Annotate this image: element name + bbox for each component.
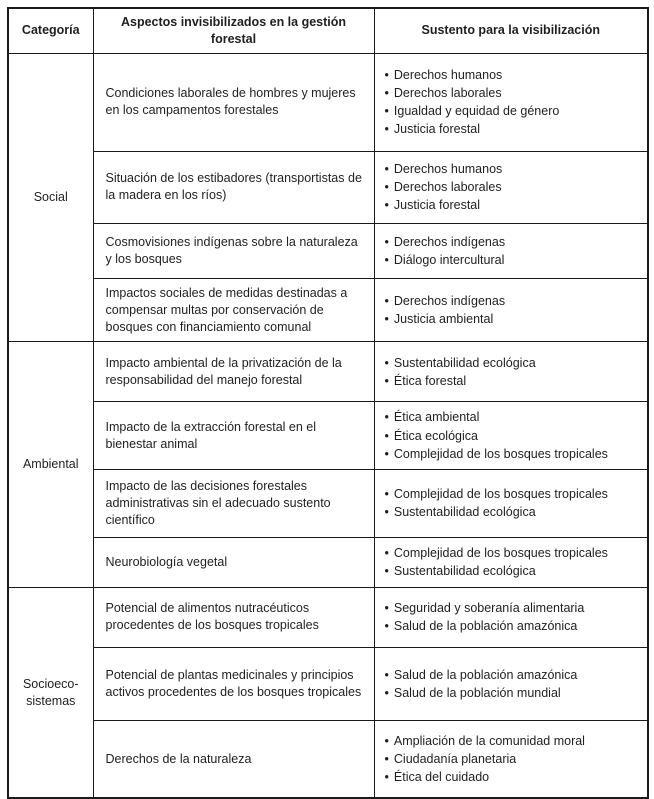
sustento-cell	[374, 537, 648, 587]
sustento-item	[385, 503, 642, 521]
sustento-text: Ciudadanía planetaria	[393, 751, 517, 766]
sustento-item	[385, 102, 642, 120]
sustento-text: Justicia forestal	[393, 198, 481, 213]
table-row	[8, 587, 648, 647]
sustento-item	[385, 485, 642, 503]
sustento-item	[385, 562, 642, 580]
aspecto-cell: Impacto de las decisiones forestales administrativas sin el adecuado sustento científico	[93, 469, 374, 537]
sustento-cell	[374, 587, 648, 647]
bullet-icon: •	[384, 751, 389, 766]
sustento-text: Derechos laborales	[393, 180, 502, 195]
sustento-text: Ética forestal	[393, 373, 467, 388]
sustento-text: Ética ambiental	[393, 410, 480, 425]
sustento-item	[385, 251, 642, 269]
sustento-text: Salud de la población amazónica	[393, 619, 578, 634]
table-row	[8, 402, 648, 469]
category-cell-social: Social	[8, 53, 93, 342]
bullet-icon: •	[384, 312, 389, 327]
aspecto-cell: Impactos sociales de medidas destinadas a compensar multas por conservación de bosques con financiamiento comunal	[93, 278, 374, 342]
sustento-text: Ética ecológica	[393, 428, 478, 443]
sustento-text: Justicia forestal	[393, 122, 481, 137]
sustento-item	[385, 84, 642, 102]
sustento-item	[385, 408, 642, 426]
header-sustento: Sustento para la visibilización	[374, 8, 648, 53]
bullet-icon: •	[384, 505, 389, 520]
sustento-item	[385, 750, 642, 768]
sustento-cell	[374, 342, 648, 402]
sustento-text: Sustentabilidad ecológica	[393, 564, 536, 579]
sustento-item	[385, 732, 642, 750]
sustento-text: Derechos laborales	[393, 86, 502, 101]
sustento-cell	[374, 53, 648, 151]
sustento-text: Derechos humanos	[393, 68, 503, 82]
sustento-cell	[374, 151, 648, 223]
bullet-icon: •	[384, 293, 389, 308]
aspecto-cell: Situación de los estibadores (transportistas de la madera en los ríos)	[93, 151, 374, 223]
bullet-icon: •	[384, 252, 389, 267]
table-row	[8, 720, 648, 798]
aspecto-cell: Impacto ambiental de la privatización de la responsabilidad del manejo forestal	[93, 342, 374, 402]
sustento-item	[385, 599, 642, 617]
aspecto-cell: Potencial de alimentos nutracéuticos procedentes de los bosques tropicales	[93, 587, 374, 647]
bullet-icon: •	[384, 685, 389, 700]
table-row	[8, 537, 648, 587]
bullet-icon: •	[384, 162, 389, 177]
sustento-text: Salud de la población amazónica	[393, 667, 578, 682]
sustento-item	[385, 233, 642, 251]
aspecto-cell: Condiciones laborales de hombres y mujeres en los campamentos forestales	[93, 53, 374, 151]
bullet-icon: •	[384, 446, 389, 461]
sustento-text: Sustentabilidad ecológica	[393, 355, 536, 370]
sustento-text: Igualdad y equidad de género	[393, 104, 560, 119]
table-row	[8, 278, 648, 342]
sustento-item	[385, 445, 642, 463]
sustento-item	[385, 160, 642, 178]
sustento-item	[385, 768, 642, 786]
aspecto-cell: Cosmovisiones indígenas sobre la naturaleza y los bosques	[93, 223, 374, 278]
bullet-icon: •	[384, 667, 389, 682]
sustento-text: Diálogo intercultural	[393, 252, 505, 267]
bullet-icon: •	[384, 234, 389, 249]
forest-visibility-table	[7, 7, 649, 799]
bullet-icon: •	[384, 198, 389, 213]
bullet-icon: •	[384, 68, 389, 82]
sustento-item	[385, 120, 642, 138]
sustento-text: Derechos indígenas	[393, 234, 506, 249]
sustento-item	[385, 354, 642, 372]
sustento-item	[385, 310, 642, 328]
header-aspectos: Aspectos invisibilizados en la gestión forestal	[93, 8, 374, 53]
sustento-item	[385, 66, 642, 84]
bullet-icon: •	[384, 564, 389, 579]
sustento-cell	[374, 223, 648, 278]
bullet-icon: •	[384, 428, 389, 443]
sustento-text: Salud de la población mundial	[393, 685, 561, 700]
category-cell-socioecosistemas: Socioeco-sistemas	[8, 587, 93, 798]
sustento-cell	[374, 469, 648, 537]
sustento-item	[385, 617, 642, 635]
sustento-text: Complejidad de los bosques tropicales	[393, 487, 608, 502]
aspecto-cell: Potencial de plantas medicinales y principios activos procedentes de los bosques tropicales	[93, 647, 374, 720]
table-row	[8, 469, 648, 537]
table-row	[8, 151, 648, 223]
bullet-icon: •	[384, 355, 389, 370]
bullet-icon: •	[384, 410, 389, 425]
bullet-icon: •	[384, 180, 389, 195]
bullet-icon: •	[384, 733, 389, 748]
sustento-cell	[374, 720, 648, 798]
sustento-item	[385, 684, 642, 702]
table-row	[8, 647, 648, 720]
bullet-icon: •	[384, 619, 389, 634]
sustento-cell	[374, 402, 648, 469]
sustento-text: Seguridad y soberanía alimentaria	[393, 601, 585, 616]
table-row	[8, 223, 648, 278]
sustento-text: Justicia ambiental	[393, 312, 494, 327]
sustento-cell	[374, 647, 648, 720]
sustento-text: Derechos humanos	[393, 162, 503, 177]
sustento-text: Complejidad de los bosques tropicales	[393, 546, 608, 561]
bullet-icon: •	[384, 770, 389, 785]
sustento-item	[385, 544, 642, 562]
sustento-text: Ampliación de la comunidad moral	[393, 733, 585, 748]
bullet-icon: •	[384, 104, 389, 119]
sustento-item	[385, 427, 642, 445]
header-row	[8, 8, 648, 53]
category-cell-ambiental: Ambiental	[8, 342, 93, 587]
sustento-item	[385, 178, 642, 196]
bullet-icon: •	[384, 122, 389, 137]
bullet-icon: •	[384, 373, 389, 388]
sustento-text: Complejidad de los bosques tropicales	[393, 446, 608, 461]
sustento-text: Sustentabilidad ecológica	[393, 505, 536, 520]
aspecto-cell: Neurobiología vegetal	[93, 537, 374, 587]
sustento-text: Derechos indígenas	[393, 293, 506, 308]
bullet-icon: •	[384, 86, 389, 101]
table-row	[8, 342, 648, 402]
bullet-icon: •	[384, 546, 389, 561]
sustento-item	[385, 666, 642, 684]
aspecto-cell: Derechos de la naturaleza	[93, 720, 374, 798]
bullet-icon: •	[384, 601, 389, 616]
bullet-icon: •	[384, 487, 389, 502]
table-row	[8, 53, 648, 151]
sustento-item	[385, 372, 642, 390]
sustento-item	[385, 292, 642, 310]
aspecto-cell: Impacto de la extracción forestal en el bienestar animal	[93, 402, 374, 469]
sustento-item	[385, 196, 642, 214]
sustento-text: Ética del cuidado	[393, 770, 490, 785]
header-categoria: Categoría	[8, 8, 93, 53]
sustento-cell	[374, 278, 648, 342]
